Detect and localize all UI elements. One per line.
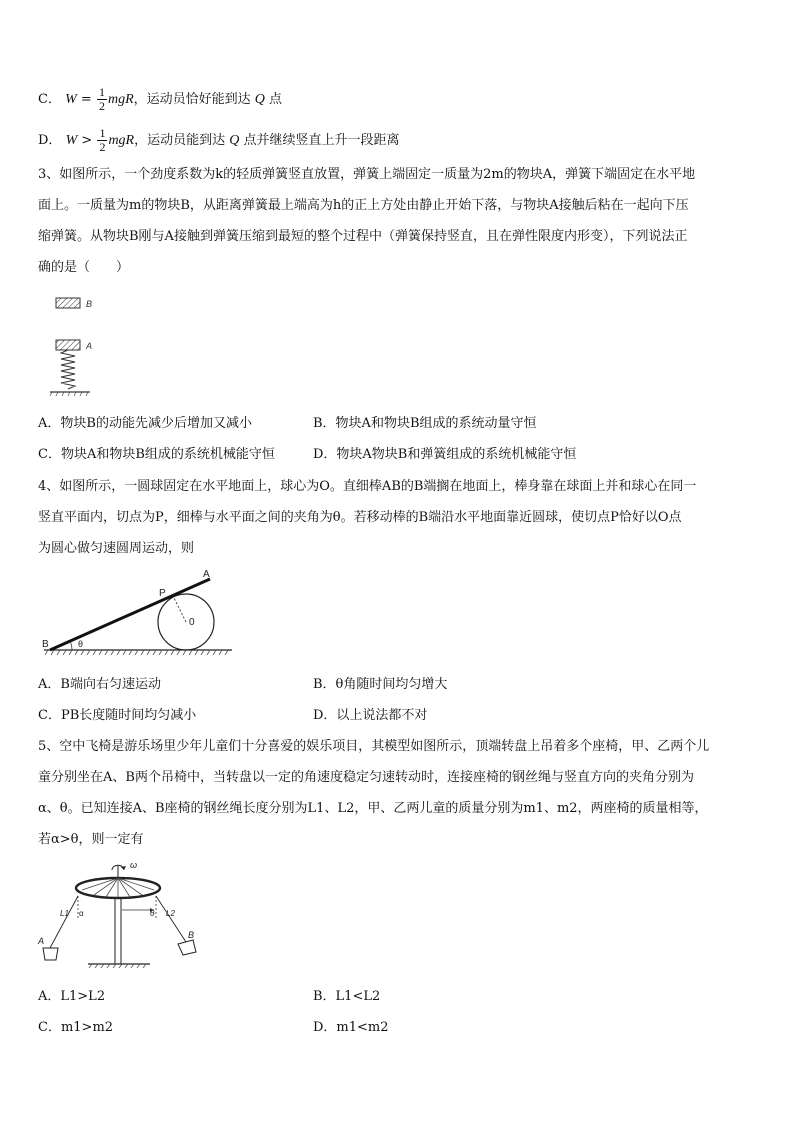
pole	[115, 898, 121, 964]
q5-option-d[interactable]: D．m1<m2	[313, 1020, 389, 1035]
radius-op	[173, 596, 186, 622]
q5-swing-ride-figure	[38, 856, 208, 974]
q5-option-a[interactable]: A．L1>L2	[38, 989, 106, 1004]
cable-a	[50, 896, 78, 948]
seat-a	[43, 948, 58, 960]
relation-sign: >	[81, 133, 93, 148]
q3-option-c[interactable]: C．物块A和物块B组成的系统机械能守恒	[38, 447, 275, 462]
label-a: A	[203, 569, 210, 580]
option-tail: 点	[269, 92, 283, 107]
spring	[61, 350, 75, 389]
q4-option-c[interactable]: C．PB长度随时间均匀减小	[38, 708, 197, 723]
q4-option-a[interactable]: A．B端向右匀速运动	[38, 677, 161, 692]
fraction-half: $\frac{1}{2}$	[99, 126, 106, 154]
label-b: B	[86, 299, 93, 309]
label-b: B	[42, 639, 49, 650]
label-alpha: α	[79, 909, 84, 918]
q2-option-d[interactable]	[38, 127, 400, 154]
fraction-half: $\frac{1}{2}$	[98, 85, 105, 113]
label-l2: L2	[166, 909, 175, 918]
q3-spring-figure	[50, 292, 110, 402]
q4-option-b[interactable]: B．θ角随时间均匀增大	[313, 677, 448, 692]
expression-mgR: mgR	[107, 92, 134, 107]
label-b: B	[188, 930, 195, 940]
expression-mgR: mgR	[108, 133, 135, 148]
q5-stem-line-2: 童分别坐在A、B两个吊椅中，当转盘以一定的角速度稳定匀速转动时，连接座椅的钢丝绳与竖直方向的夹角分别为	[38, 770, 694, 785]
q5-option-b[interactable]: B．L1<L2	[313, 989, 381, 1004]
q3-stem-line-2: 面上。一质量为m的物块B，从距离弹簧最上端高为h的正上方处由静止开始下落，与物块A接触后粘在一起向下压	[38, 198, 689, 213]
label-o: 0	[189, 617, 195, 628]
option-tail: 点并继续竖直上升一段距离	[243, 133, 400, 148]
q5-stem-line-4: 若α>θ，则一定有	[38, 832, 144, 847]
q5-stem-line-1: 5、空中飞椅是游乐场里少年儿童们十分喜爱的娱乐项目，其模型如图所示，顶端转盘上吊着多个座椅，甲、乙两个儿	[38, 739, 710, 754]
option-letter: D．	[38, 133, 62, 148]
label-theta: θ	[78, 639, 84, 649]
block-a	[56, 340, 80, 350]
option-text: ，运动员恰好能到达	[133, 92, 251, 107]
q4-stem-line-1: 4、如图所示，一圆球固定在水平地面上，球心为O。直细棒AB的B端搁在地面上，棒身靠在球面上并和球心在同一	[38, 479, 697, 494]
q3-stem-line-4: 确的是（ ）	[38, 260, 130, 275]
option-letter: C．	[38, 92, 61, 107]
label-p: P	[159, 588, 166, 599]
seat-b	[178, 940, 196, 955]
q4-rod-sphere-figure	[38, 566, 238, 662]
q5-option-c[interactable]: C．m1>m2	[38, 1020, 114, 1035]
relation-sign: =	[80, 92, 92, 107]
q2-option-c[interactable]	[38, 86, 282, 113]
q5-stem-line-3: α、θ。已知连接A、B座椅的钢丝绳长度分别为L1、L2，甲、乙两儿童的质量分别为m1、m2，两座椅的质量相等，	[38, 801, 708, 816]
q3-option-a[interactable]: A．物块B的动能先减少后增加又减小	[38, 416, 252, 431]
label-omega: ω	[130, 860, 138, 870]
angle-arc	[70, 641, 72, 650]
label-l1: L1	[60, 909, 69, 918]
q3-stem-line-1: 3、如图所示，一个劲度系数为k的轻质弹簧竖直放置，弹簧上端固定一质量为2m的物块A，弹簧下端固定在水平地	[38, 167, 696, 182]
q3-stem-line-3: 缩弹簧。从物块B刚与A接触到弹簧压缩到最短的整个过程中（弹簧保持竖直，且在弹性限度内形变），下列说法正	[38, 229, 688, 244]
q3-option-d[interactable]: D．物块A物块B和弹簧组成的系统机械能守恒	[313, 447, 577, 462]
point-q: Q	[229, 133, 240, 148]
point-q: Q	[254, 92, 265, 107]
work-symbol: W	[65, 133, 78, 148]
work-symbol: W	[65, 92, 77, 107]
label-a: A	[38, 936, 45, 946]
label-theta: θ	[150, 909, 155, 918]
q4-option-d[interactable]: D．以上说法都不对	[313, 708, 428, 723]
rod-ab	[50, 579, 210, 650]
q4-stem-line-3: 为圆心做匀速圆周运动，则	[38, 541, 195, 556]
block-b	[56, 298, 80, 308]
cable-b	[156, 896, 186, 942]
label-a: A	[86, 341, 93, 351]
q4-stem-line-2: 竖直平面内，切点为P，细棒与水平面之间的夹角为θ。若移动棒的B端沿水平地面靠近圆球，使切点P恰好以O点	[38, 510, 682, 525]
option-text: ，运动员能到达	[134, 133, 226, 148]
q3-option-b[interactable]: B．物块A和物块B组成的系统动量守恒	[313, 416, 537, 431]
